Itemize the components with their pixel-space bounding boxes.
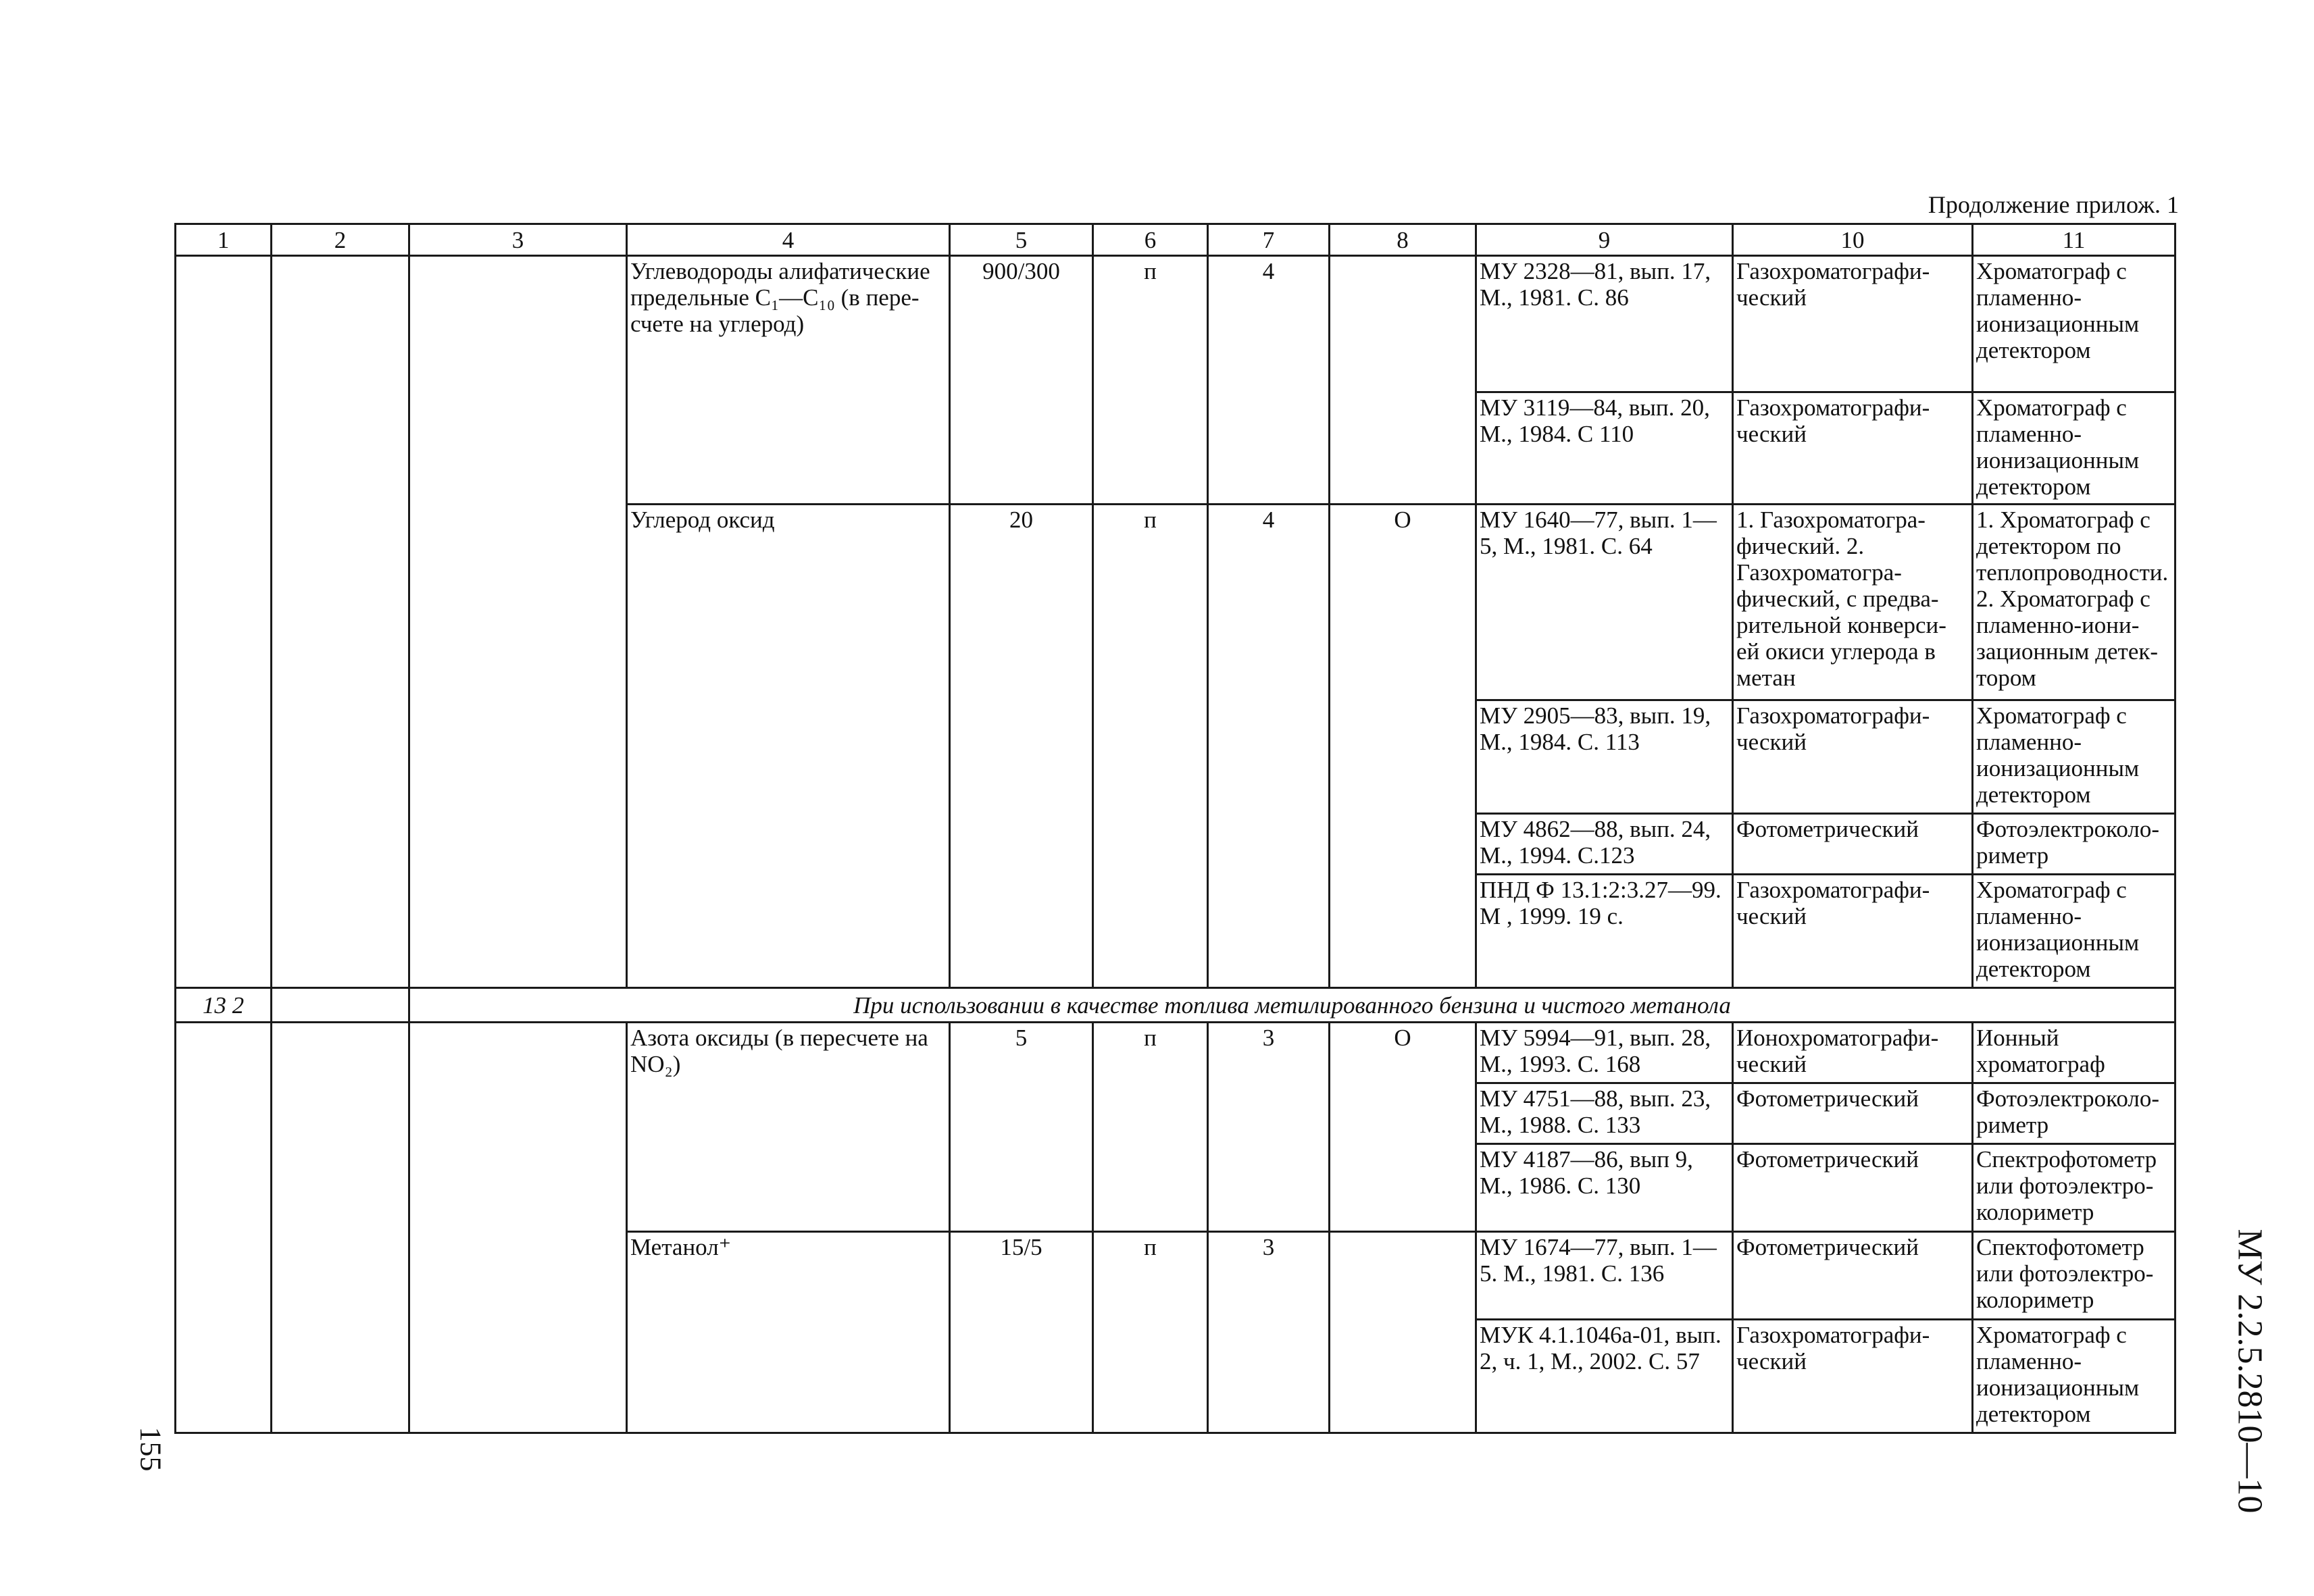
substance-cell: Углеводороды алифатические предельные C₁—C₁₀ (в пере-счете на углерод) (627, 256, 950, 505)
value-cell: 15/5 (950, 1232, 1093, 1433)
method-cell: Фотометрический (1733, 1083, 1973, 1144)
method-cell: Газохроматографи-ческий (1733, 256, 1973, 392)
value-cell: 4 (1208, 505, 1330, 988)
device-cell: Хроматограф с пламенно-ионизационным детектором (1973, 392, 2175, 505)
value-cell: 3 (1208, 1023, 1330, 1232)
ref-cell: МУ 5994—91, вып. 28, М., 1993. С. 168 (1476, 1023, 1733, 1083)
value-cell: п (1093, 1023, 1208, 1232)
value-cell (1330, 1232, 1476, 1433)
method-cell: Фотометрический (1733, 1144, 1973, 1232)
header-col-7: 7 (1208, 224, 1330, 256)
device-cell: Хроматограф с пламенно-ионизационным детектором (1973, 256, 2175, 392)
ref-cell: МУК 4.1.1046а-01, вып. 2, ч. 1, М., 2002. С. 57 (1476, 1320, 1733, 1433)
header-col-10: 10 (1733, 224, 1973, 256)
method-cell: Газохроматографи-ческий (1733, 700, 1973, 814)
section-cell-blank (409, 256, 627, 988)
section-cell-blank (272, 988, 409, 1023)
method-cell: Газохроматографи-ческий (1733, 875, 1973, 988)
page-number: 155 (134, 1426, 168, 1472)
header-col-6: 6 (1093, 224, 1208, 256)
section-cell-blank (409, 1023, 627, 1433)
substance-cell: Азота оксиды (в пересчете на NO₂) (627, 1023, 950, 1232)
ref-cell: МУ 4187—86, вып 9, М., 1986. С. 130 (1476, 1144, 1733, 1232)
device-cell: Хроматограф с пламенно-ионизационным детектором (1973, 1320, 2175, 1433)
method-cell: 1. Газохроматогра-фический. 2. Газохроматогра-фический, с предва-рительной конверси-ей окиси углерода в метан (1733, 505, 1973, 700)
section-cell-blank (272, 1023, 409, 1433)
table-row (176, 256, 2175, 392)
header-col-5: 5 (950, 224, 1093, 256)
section-number: 13 2 (176, 988, 272, 1023)
device-cell: Спектрофотометр или фотоэлектро-колориметр (1973, 1144, 2175, 1232)
section-title: При использовании в качестве топлива метилированного бензина и чистого метанола (409, 988, 2175, 1023)
header-col-9: 9 (1476, 224, 1733, 256)
table-row (176, 1023, 2175, 1083)
device-cell: Фотоэлектроколо-риметр (1973, 814, 2175, 875)
continuation-label: Продолжение прилож. 1 (1928, 191, 2179, 218)
header-col-4: 4 (627, 224, 950, 256)
device-cell: 1. Хроматограф с детектором по теплопроводности. 2. Хроматограф с пламенно-иони-зационным детек-тором (1973, 505, 2175, 700)
value-cell: О (1330, 505, 1476, 988)
method-cell: Фотометрический (1733, 814, 1973, 875)
value-cell: О (1330, 1023, 1476, 1232)
header-col-1: 1 (176, 224, 272, 256)
document-code: МУ 2.2.5.2810—10 (2230, 1229, 2269, 1514)
value-cell: 900/300 (950, 256, 1093, 505)
device-cell: Фотоэлектроколо-риметр (1973, 1083, 2175, 1144)
ref-cell: МУ 4862—88, вып. 24, М., 1994. С.123 (1476, 814, 1733, 875)
section-cell-blank (176, 1023, 272, 1433)
device-cell: Спектофотометр или фотоэлектро-колориметр (1973, 1232, 2175, 1320)
device-cell: Хроматограф с пламенно-ионизационным детектором (1973, 875, 2175, 988)
value-cell: 3 (1208, 1232, 1330, 1433)
ref-cell: МУ 2328—81, вып. 17, М., 1981. С. 86 (1476, 256, 1733, 392)
value-cell: п (1093, 1232, 1208, 1433)
value-cell: 20 (950, 505, 1093, 988)
header-col-11: 11 (1973, 224, 2175, 256)
section-cell-blank (176, 256, 272, 988)
substance-cell: Метанол⁺ (627, 1232, 950, 1433)
value-cell (1330, 256, 1476, 505)
method-cell: Газохроматографи-ческий (1733, 392, 1973, 505)
section-row (176, 988, 2175, 1023)
method-cell: Ионохроматографи-ческий (1733, 1023, 1973, 1083)
ref-cell: МУ 1674—77, вып. 1—5. М., 1981. С. 136 (1476, 1232, 1733, 1320)
ref-cell: МУ 1640—77, вып. 1—5, М., 1981. С. 64 (1476, 505, 1733, 700)
header-col-3: 3 (409, 224, 627, 256)
header-col-8: 8 (1330, 224, 1476, 256)
substance-cell: Углерод оксид (627, 505, 950, 988)
ref-cell: МУ 4751—88, вып. 23, М., 1988. С. 133 (1476, 1083, 1733, 1144)
header-col-2: 2 (272, 224, 409, 256)
ref-cell: МУ 3119—84, вып. 20, М., 1984. С 110 (1476, 392, 1733, 505)
value-cell: п (1093, 505, 1208, 988)
device-cell: Ионный хроматограф (1973, 1023, 2175, 1083)
device-cell: Хроматограф с пламенно-ионизационным детектором (1973, 700, 2175, 814)
value-cell: 4 (1208, 256, 1330, 505)
header-row (176, 224, 2175, 256)
methods-table (174, 223, 2176, 1434)
value-cell: п (1093, 256, 1208, 505)
section-cell-blank (272, 256, 409, 988)
value-cell: 5 (950, 1023, 1093, 1232)
ref-cell: МУ 2905—83, вып. 19, М., 1984. С. 113 (1476, 700, 1733, 814)
ref-cell: ПНД Ф 13.1:2:3.27—99. М , 1999. 19 с. (1476, 875, 1733, 988)
method-cell: Фотометрический (1733, 1232, 1973, 1320)
method-cell: Газохроматографи-ческий (1733, 1320, 1973, 1433)
